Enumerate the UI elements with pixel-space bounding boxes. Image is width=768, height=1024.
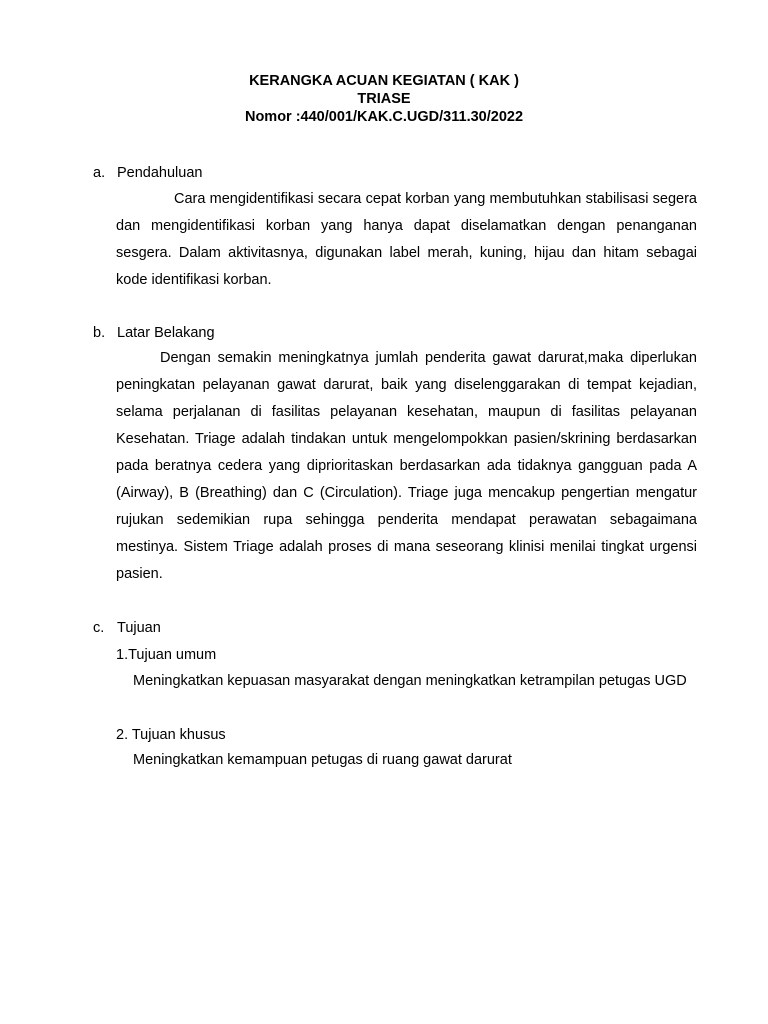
section-b-heading (93, 324, 215, 342)
section-a-title: Pendahuluan (117, 165, 203, 181)
document-subtitle: TRIASE (357, 91, 411, 107)
section-a-letter: a. (93, 165, 106, 181)
tujuan-umum-heading: 1.Tujuan umum (116, 647, 217, 663)
tujuan-khusus-heading: 2. Tujuan khusus (116, 727, 226, 743)
document-title: KERANGKA ACUAN KEGIATAN ( KAK ) (249, 73, 519, 89)
section-c-letter: c. (93, 620, 105, 636)
section-c-title: Tujuan (117, 620, 161, 636)
section-b-body: Dengan semakin meningkatnya jumlah penderita gawat darurat,maka diperlukan peningkatan pelayanan gawat darurat, baik yang diselenggarakan di tempat kejadian, selama perjalanan di fasilitas pelayanan kesehatan, maupun di fasilitas pelayanan Kesehatan. Triage adalah tindakan untuk mengelompokkan pasien/skrining berdasarkan pada beratnya cedera yang diprioritaskan berdasarkan ada tidaknya gangguan pada A (Airway), B (Breathing) dan C (Circulation). Triage juga mencakup pengertian mengatur rujukan sedemikian rupa sehingga penderita mendapat perawatan sebagaimana mestinya. Sistem Triage adalah proses di mana seseorang klinisi menilai tingkat urgensi pasien. (116, 350, 697, 582)
tujuan-umum-body: Meningkatkan kepuasan masyarakat dengan meningkatkan ketrampilan petugas UGD (133, 673, 687, 689)
section-c-heading (93, 619, 161, 637)
section-a-heading (93, 164, 202, 182)
tujuan-khusus-body: Meningkatkan kemampuan petugas di ruang gawat darurat (133, 752, 512, 768)
document-number: Nomor :440/001/KAK.C.UGD/311.30/2022 (244, 109, 524, 125)
section-b-letter: b. (93, 325, 106, 341)
section-b-title: Latar Belakang (117, 325, 215, 341)
section-a-body: Cara mengidentifikasi secara cepat korban yang membutuhkan stabilisasi segera dan mengidentifikasi korban yang hanya dapat diselamatkan dengan penanganan sesgera. Dalam aktivitasnya, digunakan label merah, kuning, hijau dan hitam sebagai kode identifikasi korban. (116, 191, 697, 288)
